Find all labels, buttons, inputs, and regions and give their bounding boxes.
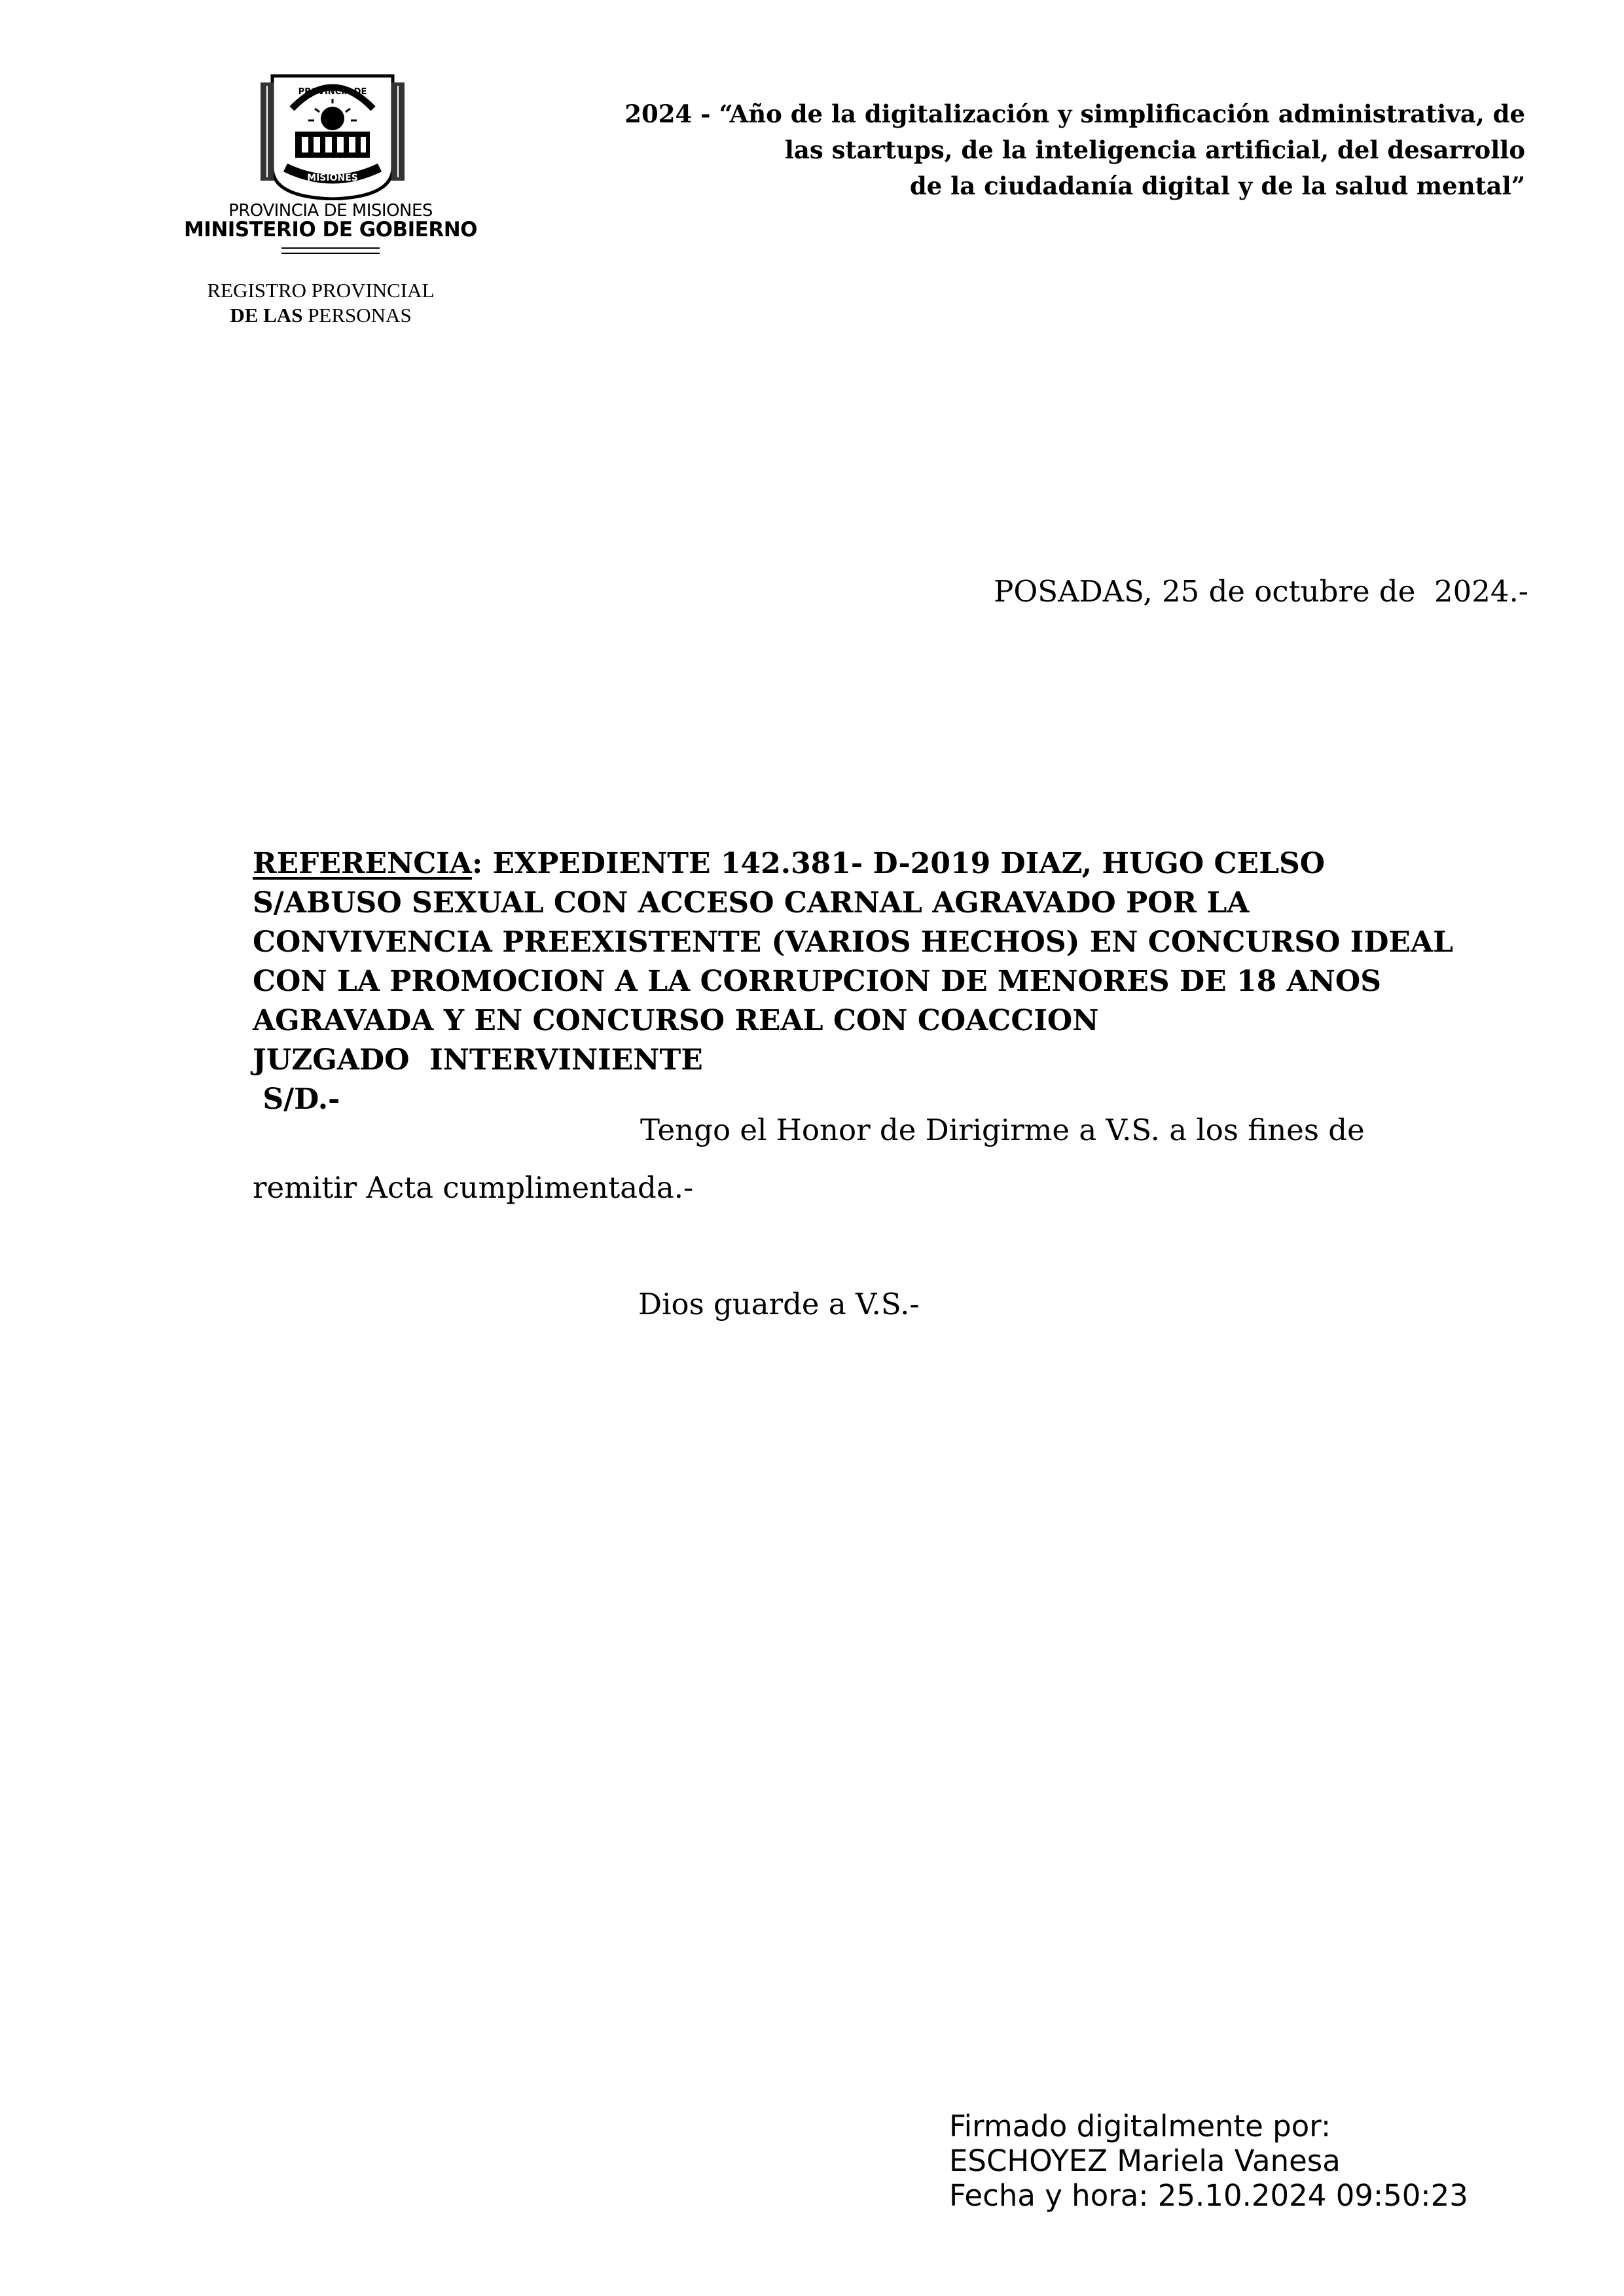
motto-line3: de la ciudadanía digital y de la salud mental” [909,171,1525,200]
reference-line4: CON LA PROMOCION A LA CORRUPCION DE MENORES DE 18 ANOS [253,965,1382,998]
official-year-motto [524,96,1525,204]
provincial-seal-icon [259,69,406,200]
ministry-divider-top [281,247,380,249]
seal-text-bottom: MISIONES [307,173,358,183]
registry-line2-b: PERSONAS [308,304,412,327]
body-paragraph-line2: remitir Acta cumplimentada.- [253,1170,694,1205]
seal-text-top: PROVINCIA DE [298,87,367,97]
reference-line7: S/D.- [253,1083,340,1116]
reference-line1 [253,844,1562,884]
registry-line2 [157,303,484,328]
registry-line2-a: DE LAS [230,304,308,327]
reference-line2: S/ABUSO SEXUAL CON ACCESO CARNAL AGRAVADO POR LA [253,886,1250,920]
signature-datetime: Fecha y hora: 25.10.2024 09:50:23 [949,2178,1468,2213]
motto-line1: 2024 - “Año de la digitalización y simplificación administrativa, de [624,99,1525,128]
digital-signature-block [949,2109,1604,2213]
date-line: POSADAS, 25 de octubre de 2024.- [994,574,1528,609]
reference-line5: AGRAVADA Y EN CONCURSO REAL CON COACCION [253,1004,1099,1037]
registry-name [157,278,484,328]
signature-signer: ESCHOYEZ Mariela Vanesa [949,2144,1341,2178]
closing-line: Dios guarde a V.S.- [638,1287,920,1321]
registry-line1: REGISTRO PROVINCIAL [207,279,435,302]
ministry-divider-bottom [281,253,380,254]
body-paragraph-line1: Tengo el Honor de Dirigirme a V.S. a los fines de [640,1113,1365,1147]
reference-block [253,844,1562,1119]
province-name: PROVINCIA DE MISIONES [228,201,433,221]
reference-line1-rest: : EXPEDIENTE 142.381- D-2019 DIAZ, HUGO CELSO [471,847,1326,880]
reference-label: REFERENCIA [253,847,472,880]
reference-line6: JUZGADO INTERVINIENTE [253,1043,703,1077]
motto-line2: las startups, de la inteligencia artificial, del desarrollo [784,135,1525,164]
signature-line1: Firmado digitalmente por: [949,2109,1331,2144]
ministry-name: MINISTERIO DE GOBIERNO [183,218,478,242]
reference-line3: CONVIVENCIA PREEXISTENTE (VARIOS HECHOS) EN CONCURSO IDEAL [253,925,1454,959]
